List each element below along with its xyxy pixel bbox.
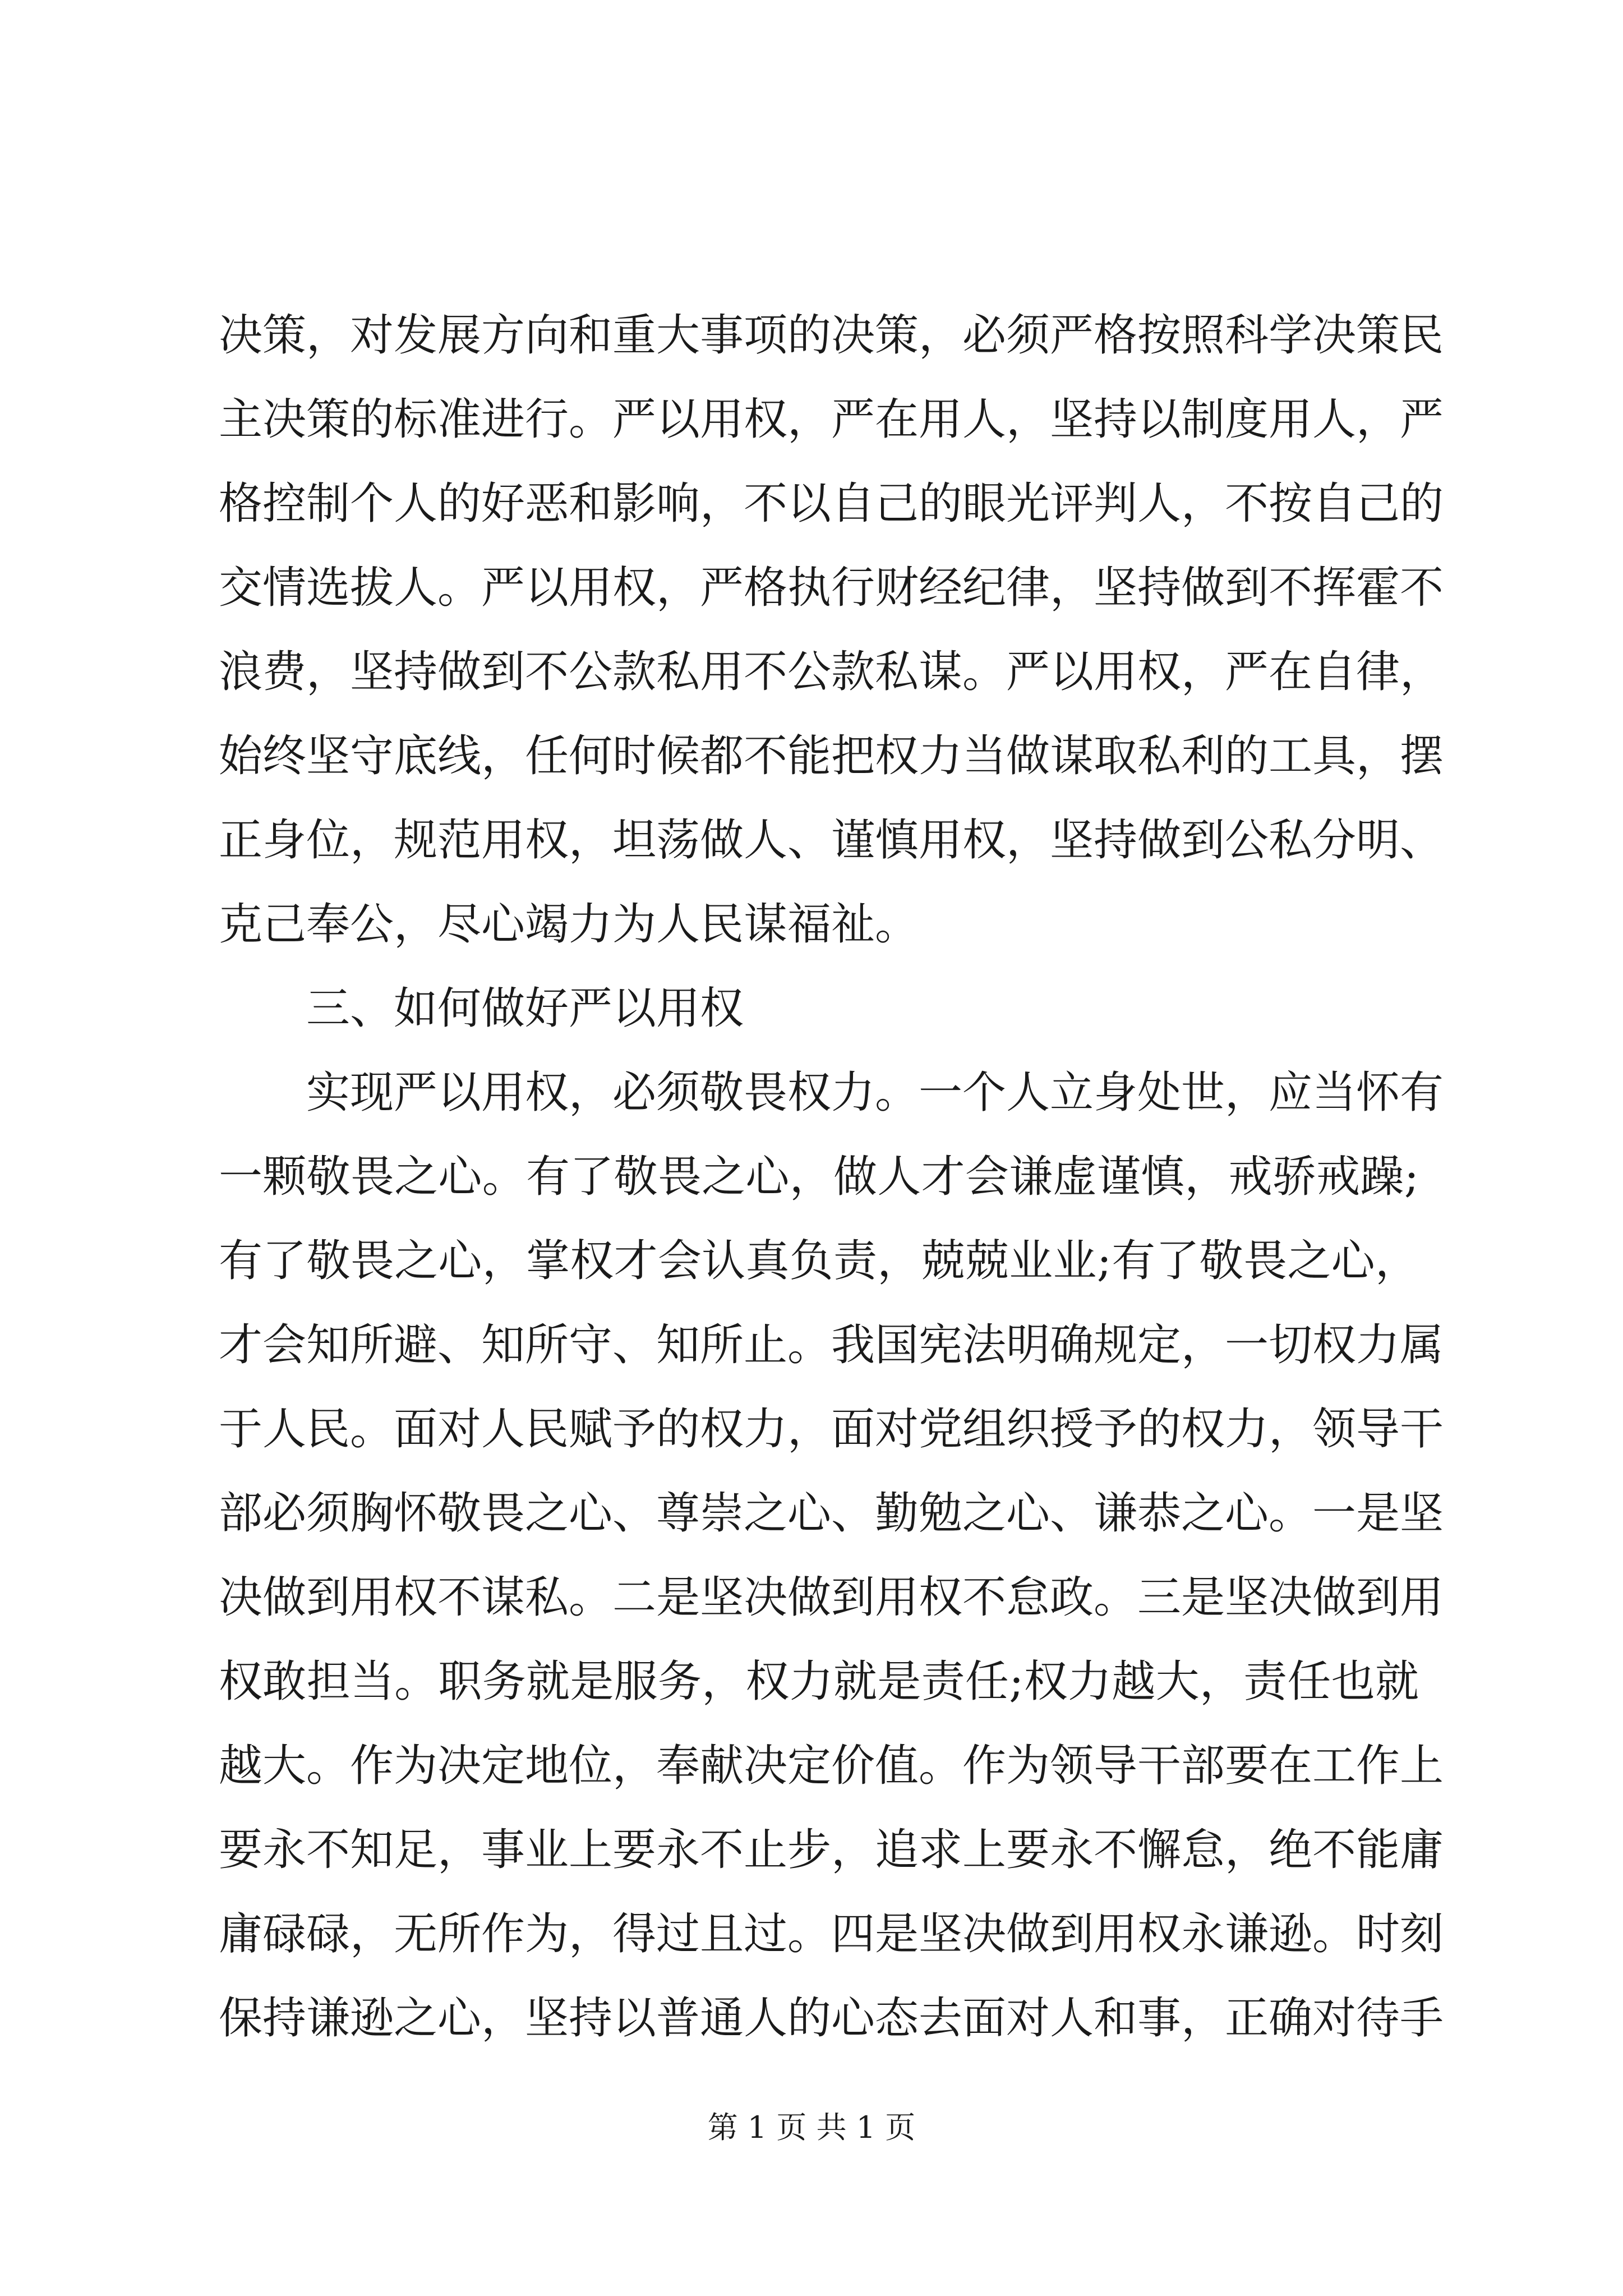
body-line-2: 主决策的标准进行。严以用权，严在用人，坚持以制度用人，严 — [219, 394, 1444, 445]
body-line-16: 决做到用权不谋私。二是坚决做到用权不怠政。三是坚决做到用 — [219, 1572, 1444, 1623]
body-line-1: 决策，对发展方向和重大事项的决策，必须严格按照科学决策民 — [219, 310, 1444, 361]
body-line-13: 才会知所避、知所守、知所止。我国宪法明确规定，一切权力属 — [219, 1320, 1444, 1370]
section-heading: 三、如何做好严以用权 — [306, 983, 744, 1034]
body-line-12: 有了敬畏之心，掌权才会认真负责，兢兢业业;有了敬畏之心， — [219, 1236, 1419, 1286]
body-line-5: 浪费，坚持做到不公款私用不公款私谋。严以用权，严在自律， — [219, 647, 1444, 697]
page-number-footer: 第 1 页 共 1 页 — [707, 2110, 916, 2145]
body-line-6: 始终坚守底线，任何时候都不能把权力当做谋取私利的工具，摆 — [219, 731, 1444, 781]
body-line-21: 保持谦逊之心，坚持以普通人的心态去面对人和事，正确对待手 — [219, 1993, 1444, 2044]
body-line-15: 部必须胸怀敬畏之心、尊崇之心、勤勉之心、谦恭之心。一是坚 — [219, 1488, 1444, 1539]
body-line-20: 庸碌碌，无所作为，得过且过。四是坚决做到用权永谦逊。时刻 — [219, 1909, 1444, 1959]
body-line-7: 正身位，规范用权，坦荡做人、谨慎用权，坚持做到公私分明、 — [219, 815, 1444, 866]
body-line-11: 一颗敬畏之心。有了敬畏之心，做人才会谦虚谨慎，戒骄戒躁; — [219, 1152, 1419, 1202]
body-line-8: 克己奉公，尽心竭力为人民谋福祉。 — [219, 899, 919, 950]
body-line-17: 权敢担当。职务就是服务，权力就是责任;权力越大，责任也就 — [219, 1657, 1419, 1707]
body-line-10: 实现严以用权，必须敬畏权力。一个人立身处世，应当怀有 — [306, 1068, 1444, 1118]
body-line-19: 要永不知足，事业上要永不止步，追求上要永不懈怠，绝不能庸 — [219, 1825, 1444, 1875]
body-line-18: 越大。作为决定地位，奉献决定价值。作为领导干部要在工作上 — [219, 1741, 1444, 1791]
body-line-14: 于人民。面对人民赋予的权力，面对党组织授予的权力，领导干 — [219, 1404, 1444, 1455]
body-line-3: 格控制个人的好恶和影响，不以自己的眼光评判人，不按自己的 — [219, 478, 1444, 529]
body-line-4: 交情选拔人。严以用权，严格执行财经纪律，坚持做到不挥霍不 — [219, 563, 1444, 613]
